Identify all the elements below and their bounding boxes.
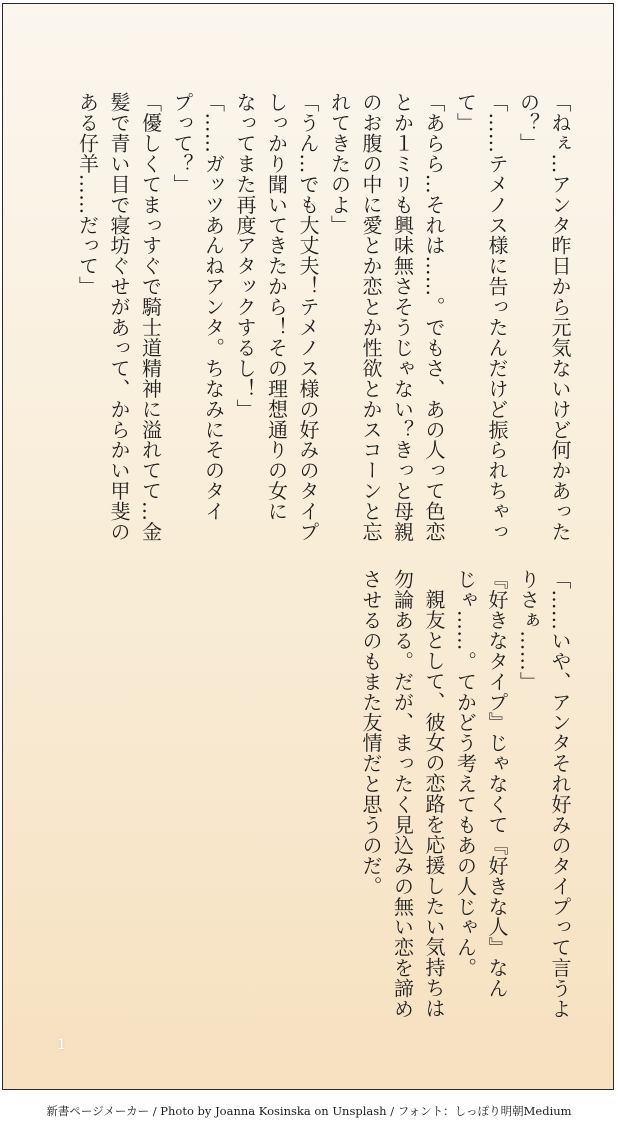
text-line: 「あらら…それは……。でもさ、あの人って色恋 [422,92,446,542]
text-line: 「うん…でも大丈夫！テメノス様の好みのタイプ [296,92,320,542]
text-block-lower [355,569,576,1019]
narration-line: 親友として、彼女の恋路を応援したい気持ちは [422,589,446,1019]
text-line: 髪で青い目で寝坊ぐせがあって、からかい甲斐の [107,92,131,542]
text-line: プって？」 [170,92,194,195]
text-line: じゃ……。てかどう考えてもあの人じゃん。 [453,569,478,978]
page-number: 1 [57,1037,66,1053]
narration-line: 勿論ある。だが、まったく見込みの無い恋を諦め [390,569,415,1019]
text-line: のお腹の中に愛とか恋とか性欲とかスコーンと忘 [359,92,383,542]
text-line: しっかり聞いてきたから！その理想通りの女に [264,92,289,522]
text-block-upper [71,92,575,542]
page-card [2,3,614,1090]
text-line: 『好きなタイプ』じゃなくて『好きな人』なん [485,569,509,999]
text-line: 「……テメノス様に告ったんだけど振られちゃっ [485,92,509,542]
text-line: れてきたのよ」 [327,92,352,236]
text-line: の？」 [516,92,541,154]
text-line: 「……いや、アンタそれ好みのタイプって言うよ [548,569,572,1019]
footer-credit: 新書ページメーカー / Photo by Joanna Kosinska on Unsplash / フォント：しっぽり明朝Medium [46,1104,572,1118]
narration-line: させるのもまた友情だと思うのだ。 [359,569,383,897]
text-line: ある仔羊……だって」 [75,92,100,297]
text-line: て」 [453,92,478,133]
text-line: 「優しくてまっすぐで騎士道精神に溢れてて…金 [138,92,163,542]
text-line: なってまた再度アタックするし！」 [233,92,257,420]
text-line: 「ねぇ…アンタ昨日から元気ないけど何かあった [548,92,572,542]
text-line: 「……ガッツあんねアンタ。ちなみにそのタイ [201,92,226,522]
text-line: とか１ミリも興味無さそうじゃない？きっと母親 [390,92,415,542]
text-line: りさぁ……」 [516,569,541,692]
